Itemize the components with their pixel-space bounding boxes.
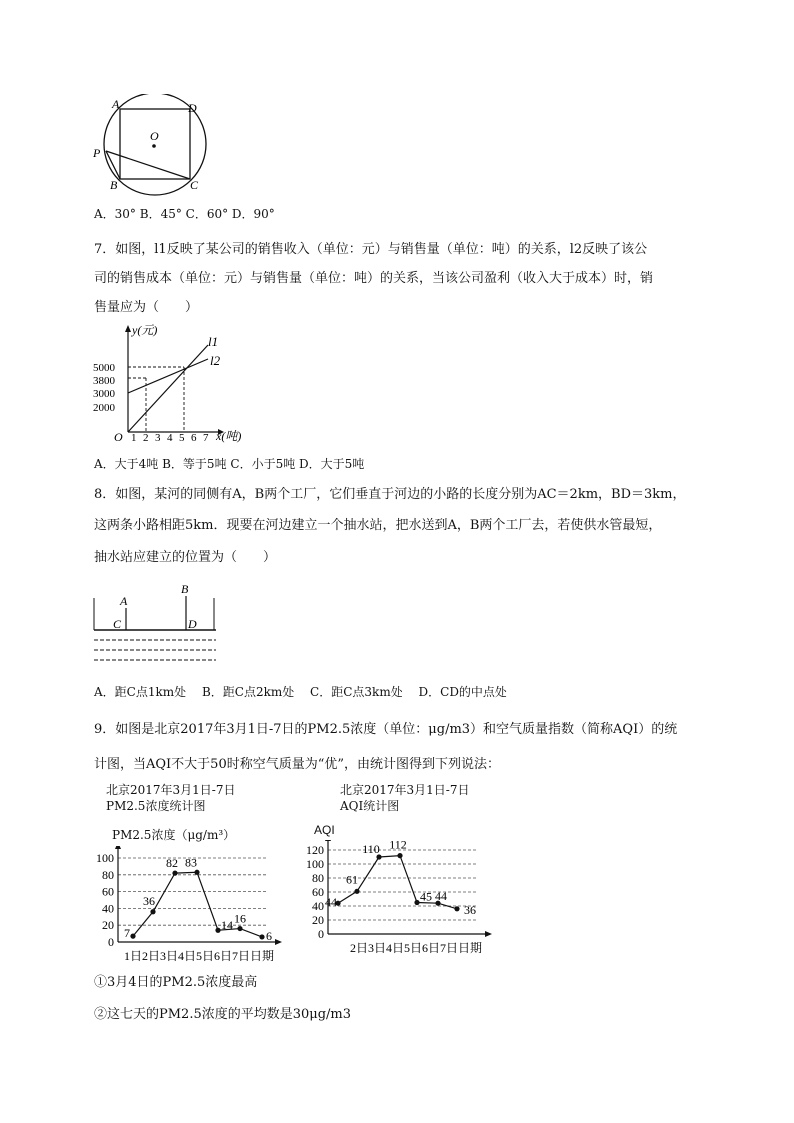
data-label: 16 <box>234 911 246 926</box>
q7-line1: 7．如图，l1反映了某公司的销售收入（单位：元）与销售量（单位：吨）的关系，l2反映了该公 <box>94 242 648 257</box>
y-tick-label: 2000 <box>93 402 115 414</box>
y-tick-label: 3800 <box>93 375 115 387</box>
q8-line1: 8．如图，某河的同侧有A，B两个工厂，它们垂直于河边的小路的长度分别为AC＝2km，BD＝3km， <box>94 487 686 502</box>
x-axis-arrow <box>485 931 492 937</box>
q8-figure <box>90 578 222 670</box>
y-tick-label: 60 <box>102 884 114 899</box>
y-tick-label: 20 <box>312 913 324 927</box>
y-tick-label: 100 <box>96 851 114 865</box>
q8-line3: 抽水站应建立的位置为（ ） <box>94 550 277 565</box>
y-tick-label: 80 <box>312 871 324 885</box>
y-axis-arrow <box>325 840 331 841</box>
y-axis-arrow <box>125 325 131 332</box>
data-point <box>150 909 155 914</box>
l1-label: l1 <box>208 334 219 349</box>
q6-figure <box>86 94 226 198</box>
x-tick-label: 3 <box>155 432 161 444</box>
data-label: 6 <box>266 928 272 943</box>
data-label: 83 <box>185 855 197 870</box>
y-tick-label: 80 <box>102 867 114 882</box>
l2-label: l2 <box>210 353 221 368</box>
pm25-chart-title: 北京2017年3月1日-7日 <box>106 783 236 797</box>
y-tick-label: 20 <box>102 918 114 933</box>
y-tick-label: 40 <box>312 899 324 913</box>
origin-label: O <box>114 430 123 444</box>
x-tick-labels: 2日3日4日5日6日7日日期 <box>350 941 483 955</box>
center-point <box>152 144 156 148</box>
x-tick-label: 5 <box>179 432 185 444</box>
data-label: 36 <box>464 902 476 917</box>
data-point <box>354 889 359 894</box>
data-point <box>172 871 177 876</box>
data-point <box>237 926 242 931</box>
data-label: 44 <box>325 895 337 910</box>
y-tick-label: 3000 <box>93 388 115 400</box>
q7-graph <box>90 322 260 446</box>
x-tick-label: 1 <box>131 432 137 444</box>
q9-statement-2: ②这七天的PM2.5浓度的平均数是30μg/m3 <box>94 1007 352 1022</box>
y-axis-arrow <box>115 846 121 849</box>
data-label: 61 <box>346 872 358 887</box>
x-axis-label: x(吨) <box>216 429 242 443</box>
label-P: P <box>93 146 101 160</box>
data-point <box>397 853 402 858</box>
data-label: 36 <box>143 893 155 908</box>
data-label: 45 <box>420 889 432 904</box>
x-tick-labels: 1日2日3日4日5日6日7日日期 <box>124 949 275 963</box>
label-O: O <box>150 129 159 143</box>
data-label: 14 <box>221 918 233 933</box>
q7-line3: 售量应为（ ） <box>94 300 199 315</box>
square-abcd <box>120 109 190 179</box>
x-tick-label: 6 <box>191 432 197 444</box>
data-label: 110 <box>362 842 380 856</box>
data-point <box>259 934 264 939</box>
label-A: A <box>112 97 120 111</box>
pm25-y-label: PM2.5浓度（μg/m³） <box>112 828 236 842</box>
data-label: 112 <box>389 840 407 852</box>
pm25-chart <box>90 846 302 964</box>
y-tick-label: 60 <box>312 885 324 899</box>
x-axis-arrow <box>275 939 282 945</box>
q9-line1: 9．如图是北京2017年3月1日-7日的PM2.5浓度（单位：μg/m3）和空气质量指数（简称AQI）的统 <box>94 722 678 737</box>
q6-options: A．30° B．45° C．60° D．90° <box>94 207 275 221</box>
q7-options: A．大于4吨 B．等于5吨 C．小于5吨 D．大于5吨 <box>94 457 365 471</box>
aqi-chart-title: 北京2017年3月1日-7日 <box>340 783 470 797</box>
y-tick-label: 40 <box>102 901 114 916</box>
y-tick-label: 0 <box>318 927 324 941</box>
data-point <box>414 900 419 905</box>
x-tick-label: 7 <box>203 432 209 444</box>
y-tick-label: 5000 <box>93 362 115 374</box>
y-tick-label: 120 <box>306 843 324 857</box>
label-D: D <box>188 101 197 115</box>
data-label: 82 <box>166 856 178 871</box>
data-point <box>130 934 135 939</box>
q7-line2: 司的销售成本（单位：元）与销售量（单位：吨）的关系，当该公司盈利（收入大于成本）时，销 <box>94 271 654 286</box>
aqi-chart <box>300 840 500 964</box>
data-label: 44 <box>435 889 447 904</box>
label-C: C <box>113 617 122 631</box>
q9-line2: 计图，当AQI不大于50时称空气质量为“优”，由统计图得到下列说法： <box>94 757 501 772</box>
aqi-y-label: AQI <box>314 823 335 837</box>
label-C: C <box>190 178 199 192</box>
label-B: B <box>181 582 189 596</box>
q9-statement-1: ①3月4日的PM2.5浓度最高 <box>94 975 258 990</box>
data-label: 7 <box>124 926 130 941</box>
y-tick-label: 0 <box>108 935 114 949</box>
aqi-chart-subtitle: AQI统计图 <box>340 799 400 813</box>
data-point <box>454 906 459 911</box>
y-tick-label: 100 <box>306 857 324 871</box>
x-tick-label: 2 <box>143 432 149 444</box>
q8-line2: 这两条小路相距5km．现要在河边建立一个抽水站，把水送到A，B两个工厂去，若使供水管最短， <box>94 518 662 533</box>
pm25-chart-subtitle: PM2.5浓度统计图 <box>106 799 206 813</box>
y-axis-label: y(元) <box>132 323 158 337</box>
label-B: B <box>110 178 118 192</box>
label-D: D <box>188 617 197 631</box>
x-tick-label: 4 <box>167 432 173 444</box>
label-A: A <box>120 594 128 608</box>
data-point <box>215 928 220 933</box>
data-point <box>194 870 199 875</box>
q8-options: A．距C点1km处 B．距C点2km处 C．距C点3km处 D．CD的中点处 <box>94 685 507 699</box>
